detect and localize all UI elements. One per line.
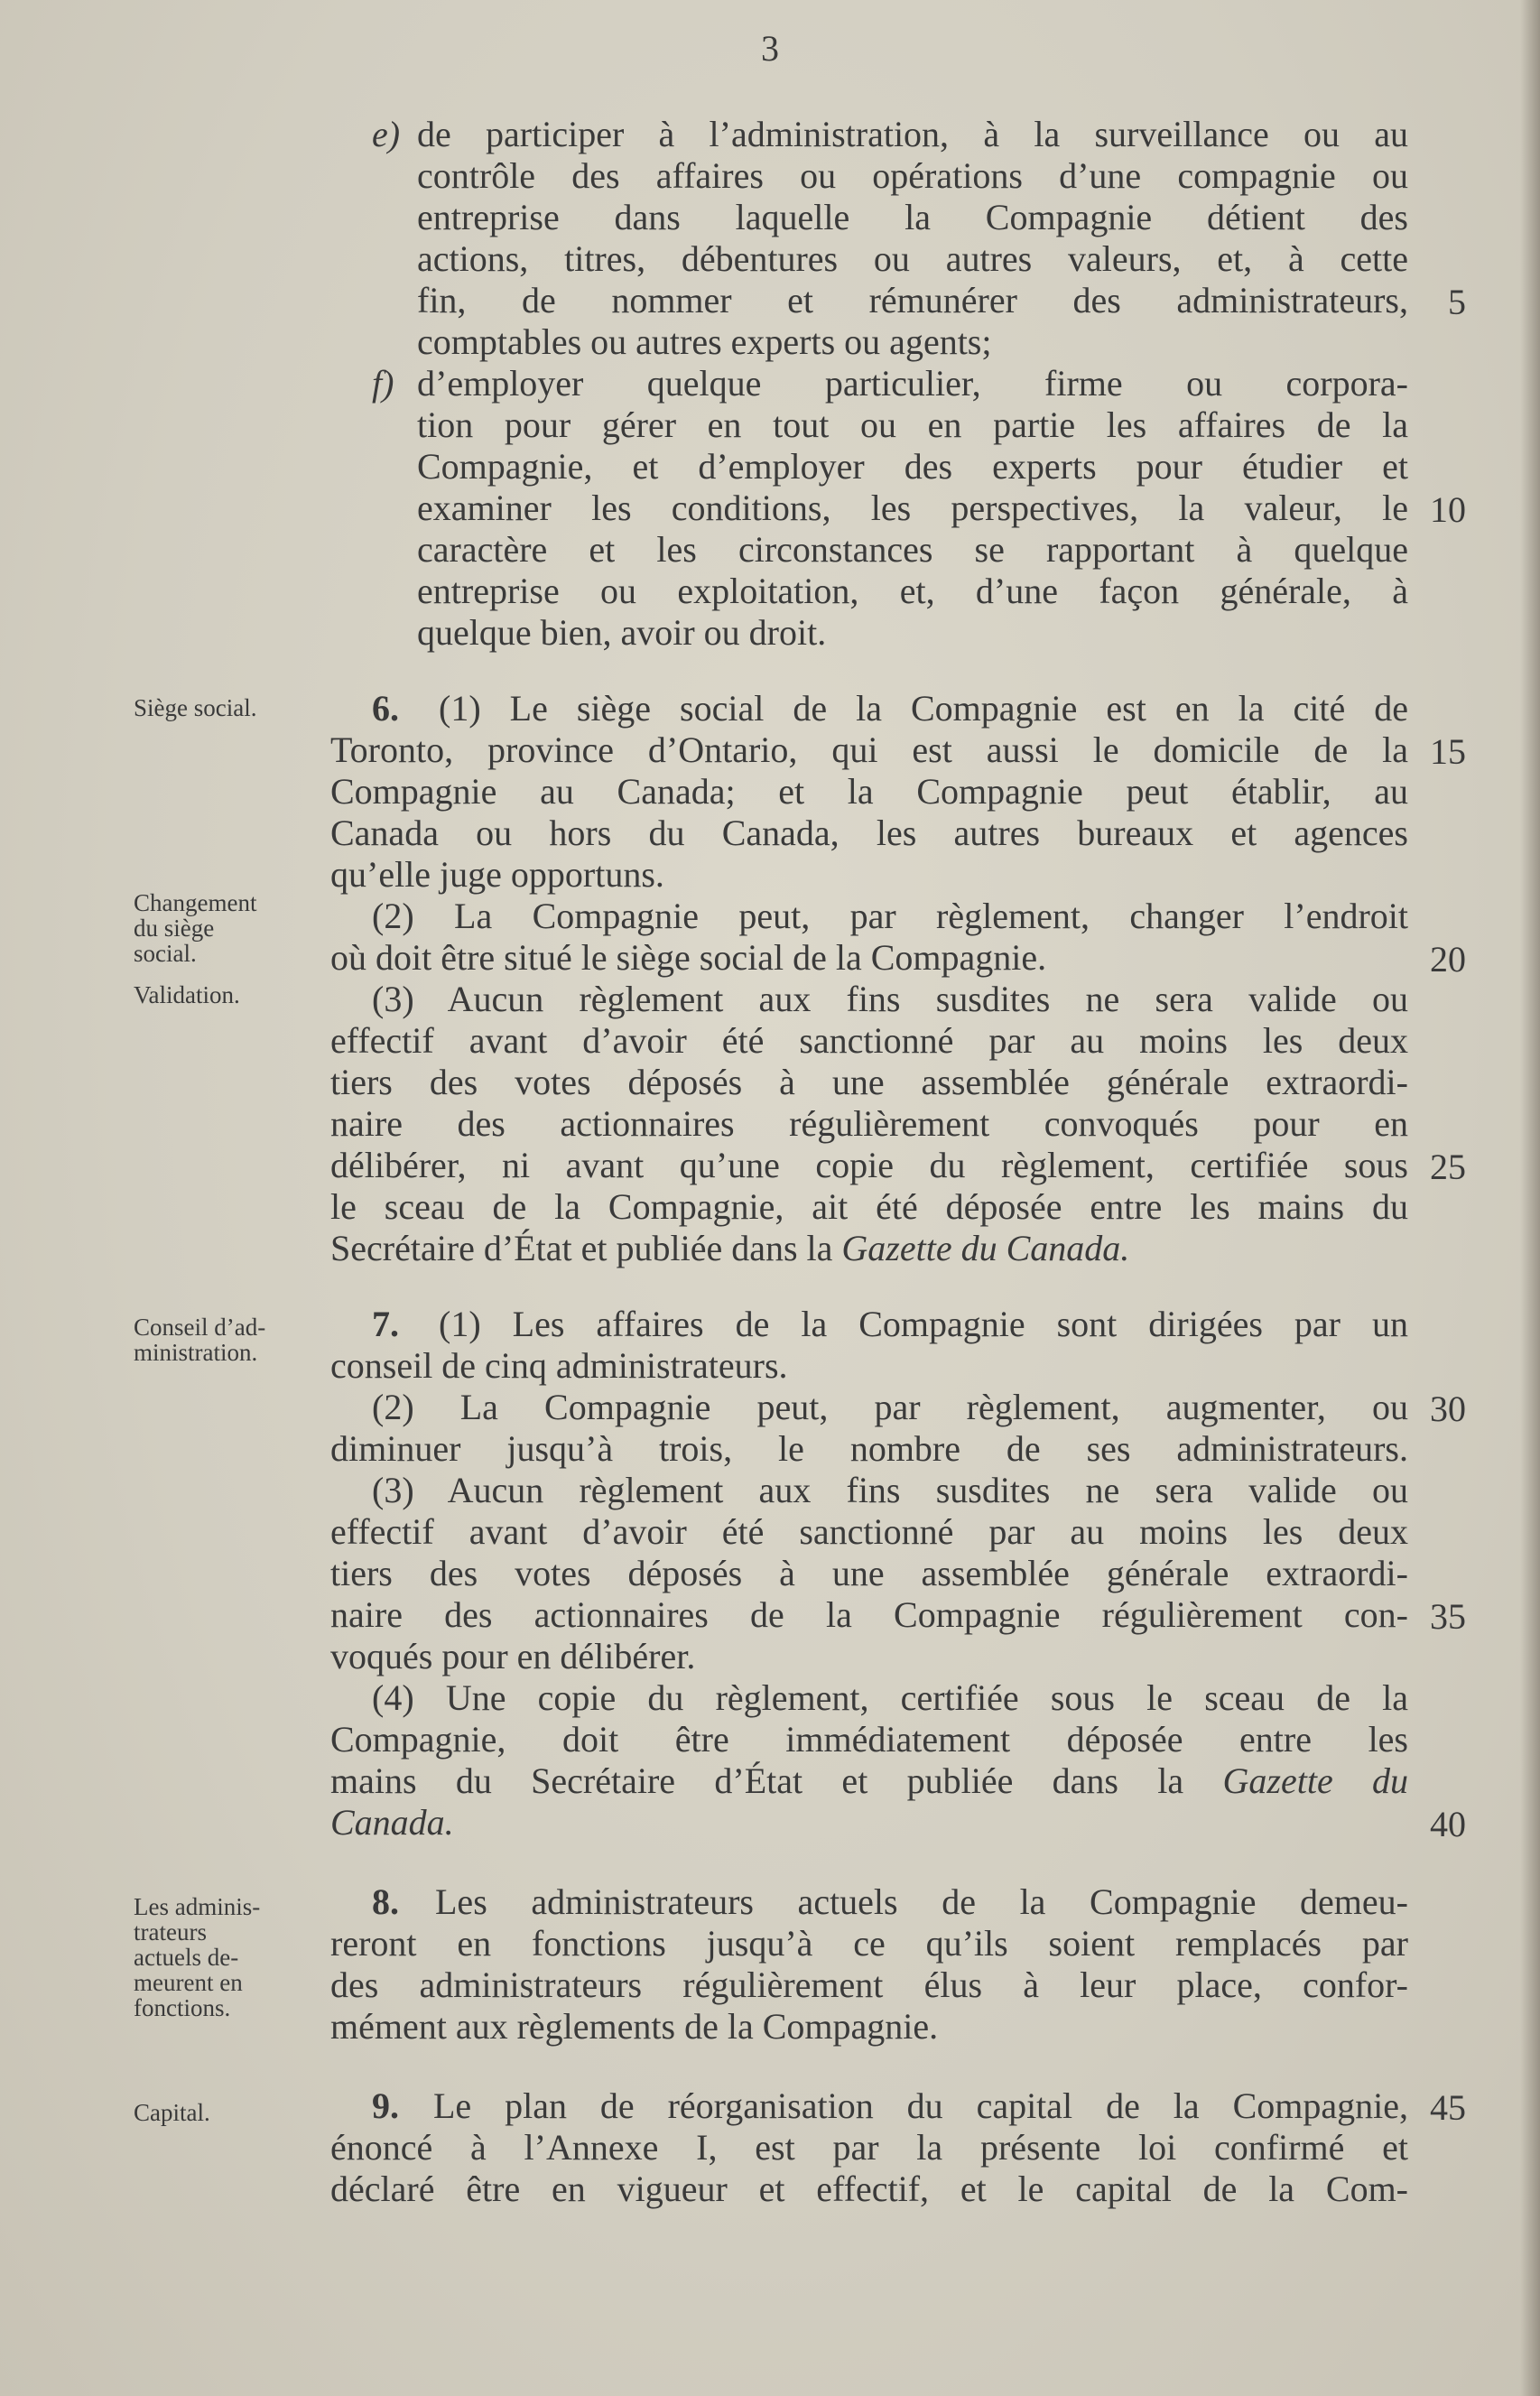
- clause-f-line: caractère et les circonstances se rapportant à quelque: [417, 529, 1408, 570]
- section-6-line: effectif avant d’avoir été sanctionné par au moins les deux: [330, 1020, 1408, 1061]
- section-7-text: mains du Secrétaire d’État et publiée dans la: [330, 1760, 1184, 1801]
- section-6-line: naire des actionnaires régulièrement convoqués pour en: [330, 1103, 1408, 1144]
- line-number: 45: [1430, 2087, 1466, 2128]
- section-6-line: tiers des votes déposés à une assemblée générale extraordi-: [330, 1062, 1408, 1102]
- clause-f-line: examiner les conditions, les perspectives, la valeur, le: [417, 488, 1408, 528]
- margin-note-capital: Capital.: [134, 2099, 210, 2126]
- section-6-line: Canada ou hors du Canada, les autres bureaux et agences: [330, 813, 1408, 853]
- clause-f-line: entreprise ou exploitation, et, d’une façon générale, à: [417, 571, 1408, 611]
- clause-e-line: contrôle des affaires ou opérations d’une compagnie ou: [417, 155, 1408, 196]
- line-number: 35: [1430, 1596, 1466, 1637]
- clause-e-line: fin, de nommer et rémunérer des administrateurs,: [417, 280, 1408, 320]
- clause-f-line: quelque bien, avoir ou droit.: [417, 612, 827, 653]
- clause-e-line: de participer à l’administration, à la surveillance ou au: [417, 114, 1408, 154]
- clause-e-line: comptables ou autres experts ou agents;: [417, 321, 992, 362]
- section-6-line: [330, 1228, 1129, 1269]
- section-7-line: conseil de cinq administrateurs.: [330, 1345, 788, 1386]
- margin-note-conseil: Conseil d’ad-: [134, 1314, 266, 1341]
- section-8-line: Les administrateurs actuels de la Compagnie demeu-: [435, 1881, 1408, 1922]
- line-number: 10: [1430, 489, 1466, 530]
- section-6-line: qu’elle juge opportuns.: [330, 854, 664, 895]
- section-8-line: des administrateurs régulièrement élus à leur place, confor-: [330, 1964, 1408, 2005]
- section-7-line: (3) Aucun règlement aux fins susdites ne sera valide ou: [372, 1470, 1408, 1510]
- clause-e-line: entreprise dans laquelle la Compagnie détient des: [417, 197, 1408, 237]
- section-7-line: tiers des votes déposés à une assemblée générale extraordi-: [330, 1553, 1408, 1593]
- section-6-line: le sceau de la Compagnie, ait été déposée entre les mains du: [330, 1186, 1408, 1227]
- section-6-line: délibérer, ni avant qu’une copie du règlement, certifiée sous: [330, 1145, 1408, 1185]
- page-number: 3: [761, 28, 779, 69]
- line-number: 20: [1430, 939, 1466, 980]
- clause-e-label: e): [372, 114, 401, 154]
- section-7-line: diminuer jusqu’à trois, le nombre de ses administrateurs.: [330, 1428, 1408, 1469]
- section-7-line: [330, 1760, 1408, 1802]
- section-8-line: reront en fonctions jusqu’à ce qu’ils soient remplacés par: [330, 1923, 1408, 1964]
- section-8-number: 8.: [372, 1881, 399, 1922]
- section-6-line: Toronto, province d’Ontario, qui est aussi le domicile de la: [330, 729, 1408, 770]
- section-7-line: Compagnie, doit être immédiatement déposée entre les: [330, 1719, 1408, 1760]
- section-6-line: Compagnie au Canada; et la Compagnie peut établir, au: [330, 771, 1408, 812]
- section-6-text: Secrétaire d’État et publiée dans la: [330, 1228, 833, 1268]
- margin-note-administrateurs: Les adminis-: [134, 1893, 261, 1920]
- margin-note-validation: Validation.: [134, 981, 240, 1008]
- margin-note-administrateurs: fonctions.: [134, 1994, 231, 2021]
- section-8-line: mément aux règlements de la Compagnie.: [330, 2006, 939, 2047]
- margin-note-conseil: ministration.: [134, 1339, 258, 1366]
- section-9-line: déclaré être en vigueur et effectif, et le capital de la Com-: [330, 2168, 1408, 2209]
- margin-note-siege-social: Siège social.: [134, 694, 257, 721]
- line-number: 15: [1430, 731, 1466, 772]
- line-number: 30: [1430, 1388, 1466, 1429]
- section-7-line: (4) Une copie du règlement, certifiée sous le sceau de la: [372, 1677, 1408, 1718]
- margin-note-administrateurs: trateurs: [134, 1918, 207, 1946]
- margin-note-changement: Changement: [134, 889, 257, 916]
- line-number: 40: [1430, 1804, 1466, 1844]
- section-6-line: où doit être situé le siège social de la Compagnie.: [330, 937, 1047, 978]
- margin-note-changement: du siège: [134, 915, 215, 942]
- section-6-number: 6.: [372, 688, 399, 729]
- clause-f-line: d’employer quelque particulier, firme ou corpora-: [417, 363, 1408, 404]
- gazette-title: Gazette du Canada.: [841, 1228, 1130, 1268]
- margin-note-administrateurs: meurent en: [134, 1969, 243, 1996]
- section-7-line: (2) La Compagnie peut, par règlement, augmenter, ou: [372, 1387, 1408, 1427]
- section-7-line: (1) Les affaires de la Compagnie sont dirigées par un: [439, 1304, 1408, 1344]
- section-6-line: (3) Aucun règlement aux fins susdites ne sera valide ou: [372, 979, 1408, 1019]
- section-7-line: naire des actionnaires de la Compagnie régulièrement con-: [330, 1594, 1408, 1635]
- line-number: 25: [1430, 1147, 1466, 1187]
- clause-f-line: Compagnie, et d’employer des experts pour étudier et: [417, 446, 1408, 487]
- clause-f-line: tion pour gérer en tout ou en partie les affaires de la: [417, 404, 1408, 445]
- page-edge-shadow: [1520, 0, 1540, 2396]
- gazette-title: Canada.: [330, 1802, 454, 1843]
- section-6-line: (2) La Compagnie peut, par règlement, changer l’endroit: [372, 896, 1408, 936]
- section-6-line: (1) Le siège social de la Compagnie est en la cité de: [439, 688, 1408, 729]
- section-9-line: Le plan de réorganisation du capital de la Compagnie,: [433, 2085, 1408, 2126]
- section-9-line: énoncé à l’Annexe I, est par la présente loi confirmé et: [330, 2127, 1408, 2168]
- margin-note-changement: social.: [134, 940, 197, 967]
- gazette-title: Gazette du: [1222, 1760, 1409, 1801]
- line-number: 5: [1448, 282, 1466, 322]
- clause-f-label: f): [372, 363, 394, 404]
- section-9-number: 9.: [372, 2085, 399, 2126]
- margin-note-administrateurs: actuels de-: [134, 1944, 239, 1971]
- section-7-line: effectif avant d’avoir été sanctionné par au moins les deux: [330, 1511, 1408, 1552]
- section-7-line: voqués pour en délibérer.: [330, 1636, 696, 1676]
- section-7-number: 7.: [372, 1304, 399, 1344]
- clause-e-line: actions, titres, débentures ou autres valeurs, et, à cette: [417, 238, 1408, 279]
